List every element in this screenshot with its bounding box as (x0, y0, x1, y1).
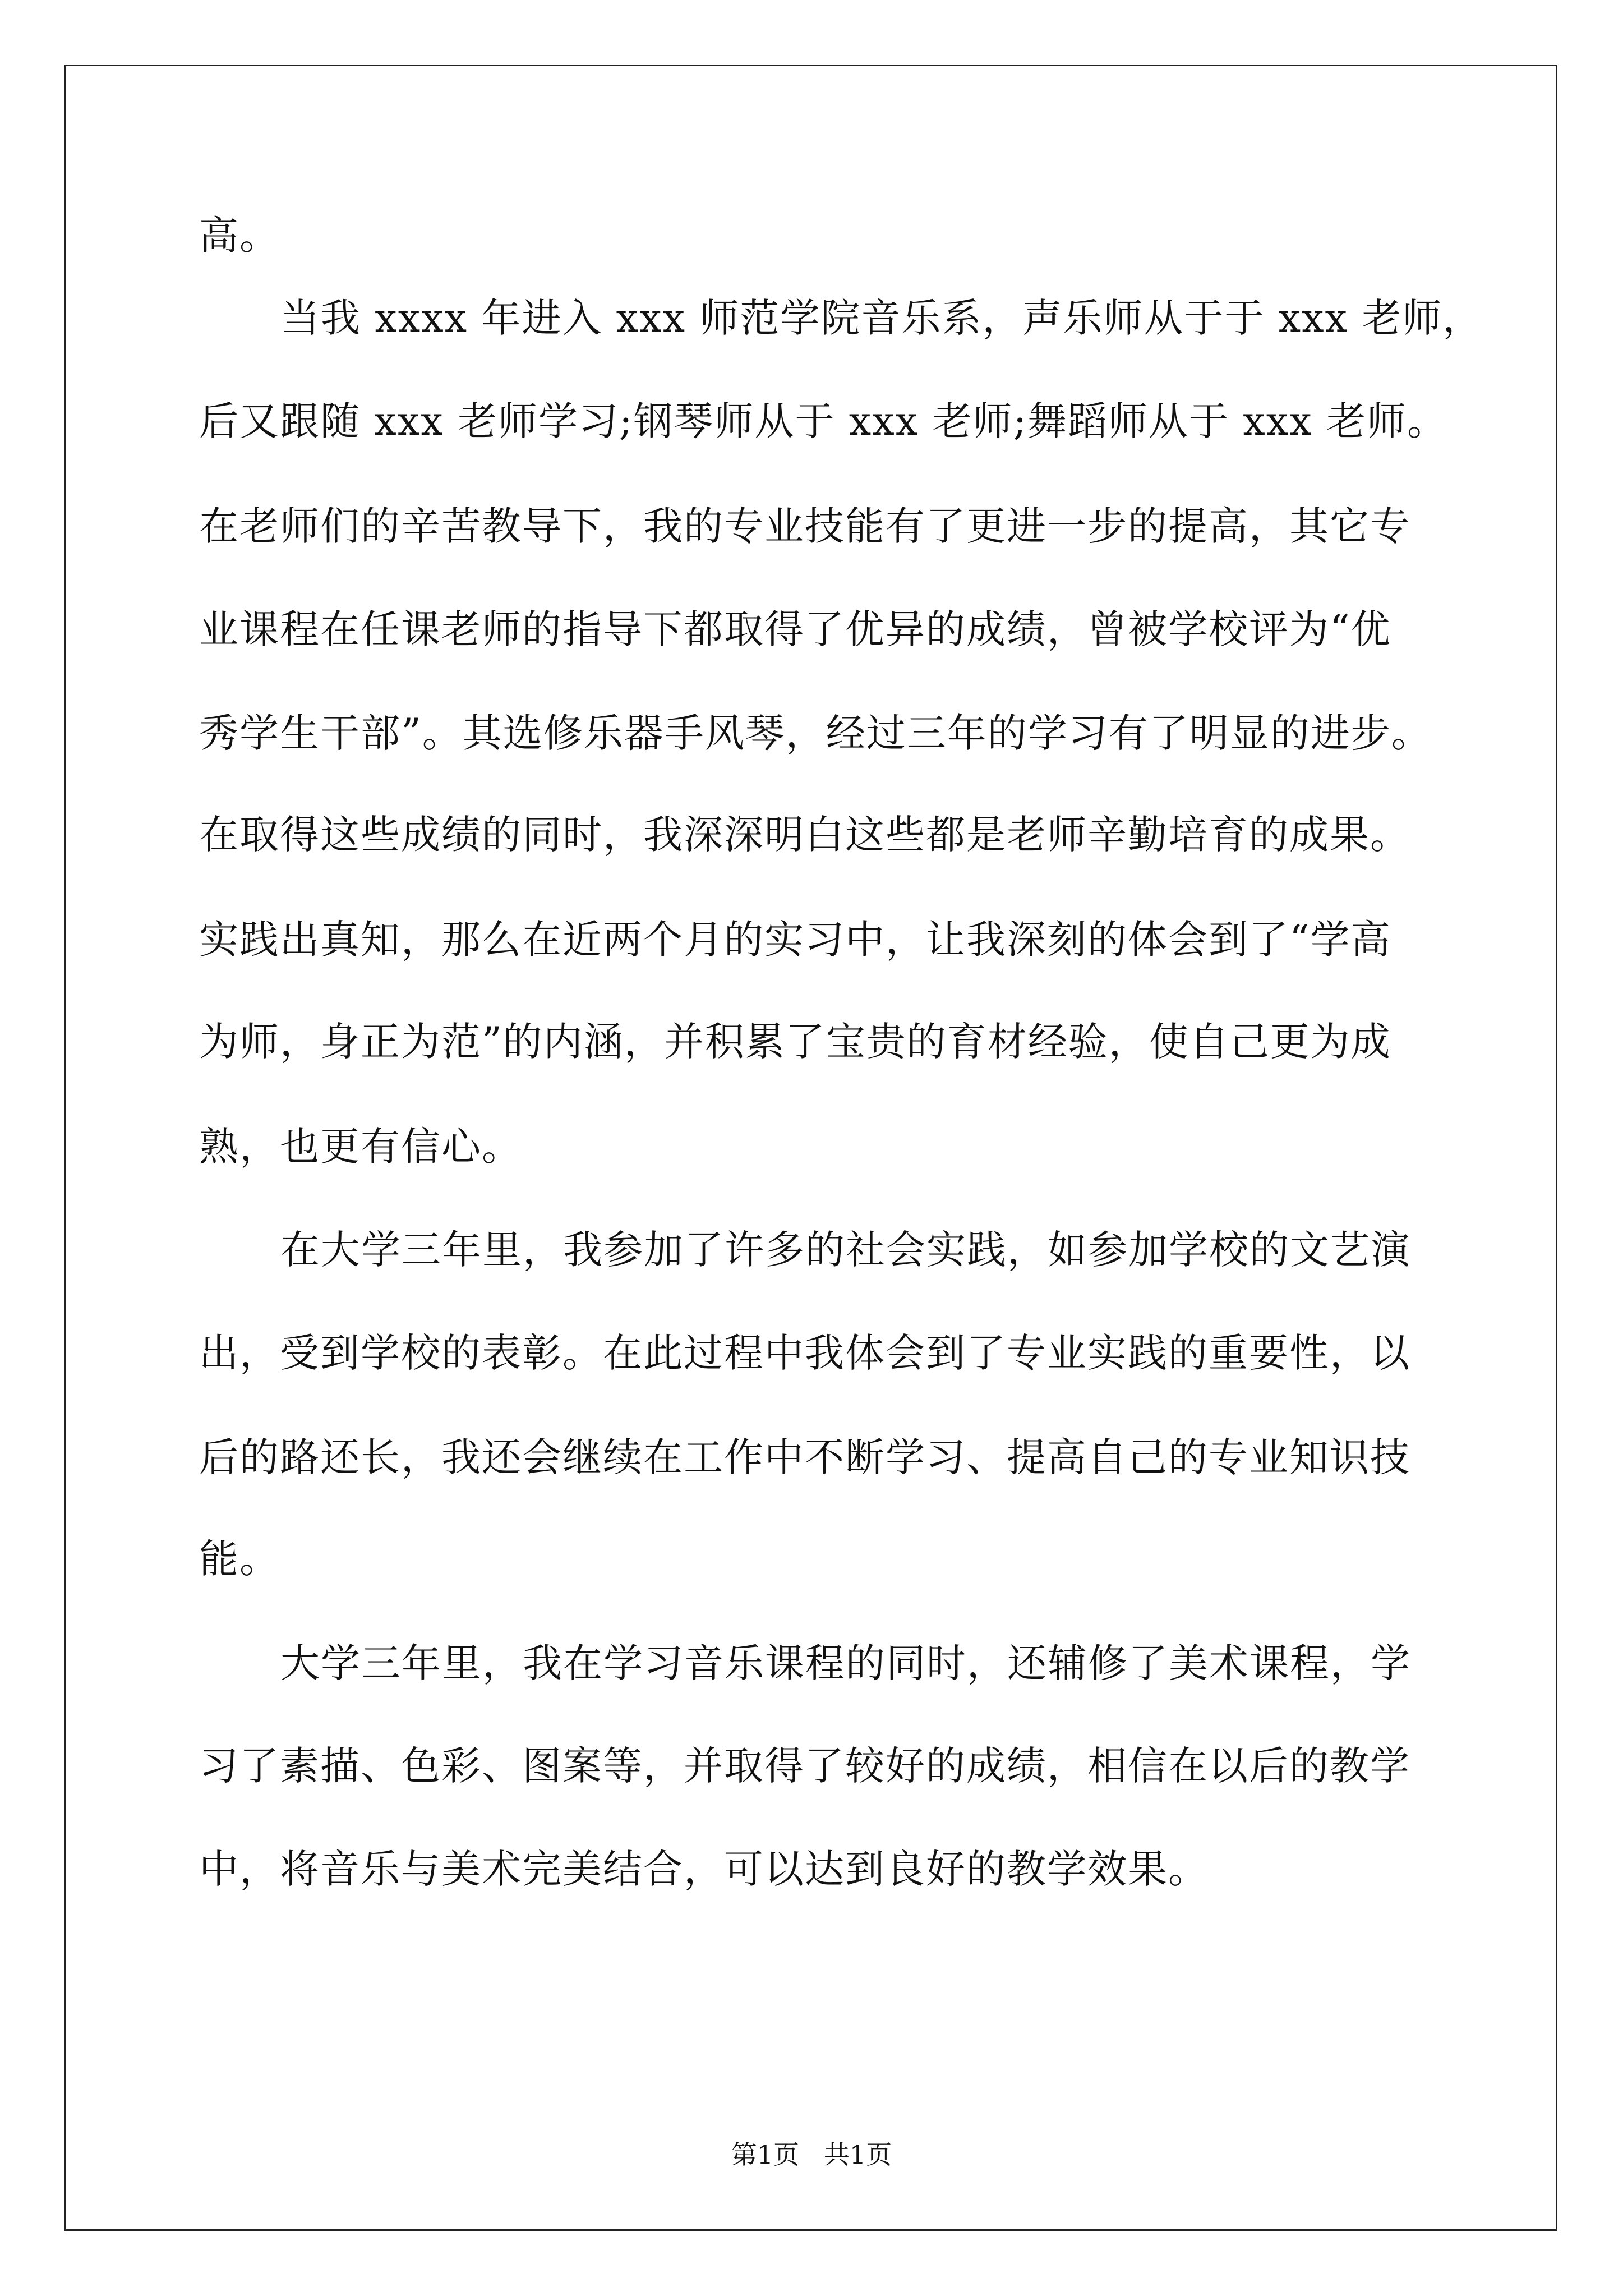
text-line: 中，将音乐与美术完美结合，可以达到良好的教学效果。 (199, 1846, 1209, 1892)
text-line: 习了素描、色彩、图案等，并取得了较好的成绩，相信在以后的教学 (199, 1743, 1410, 1789)
text-line: 出，受到学校的表彰。在此过程中我体会到了专业实践的重要性，以 (199, 1330, 1410, 1376)
text-line: 熟，也更有信心。 (199, 1124, 522, 1170)
text-line: 实践出真知，那么在近两个月的实习中，让我深刻的体会到了“学高 (199, 917, 1391, 963)
paragraph-start-line: 在大学三年里，我参加了许多的社会实践，如参加学校的文艺演 (280, 1227, 1411, 1273)
page-number-footer: 第1页 共1页 (731, 2139, 892, 2170)
paragraph-start-line: 当我 xxxx 年进入 xxx 师范学院音乐系，声乐师从于于 xxx 老师， (280, 295, 1483, 341)
text-line: 高。 (199, 213, 280, 259)
paragraph-start-line: 大学三年里，我在学习音乐课程的同时，还辅修了美术课程，学 (280, 1640, 1411, 1686)
text-line: 业课程在任课老师的指导下都取得了优异的成绩，曾被学校评为“优 (199, 606, 1391, 652)
text-line: 后又跟随 xxx 老师学习;钢琴师从于 xxx 老师;舞蹈师从于 xxx 老师。 (199, 398, 1447, 444)
text-line: 为师，身正为范”的内涵，并积累了宝贵的育材经验，使自己更为成 (199, 1019, 1391, 1065)
text-line: 后的路还长，我还会继续在工作中不断学习、提高自己的专业知识技 (199, 1434, 1410, 1480)
text-line: 在取得这些成绩的同时，我深深明白这些都是老师辛勤培育的成果。 (199, 812, 1410, 858)
text-line: 在老师们的辛苦教导下，我的专业技能有了更进一步的提高，其它专 (199, 503, 1410, 549)
text-line: 秀学生干部”。其选修乐器手风琴，经过三年的学习有了明显的进步。 (199, 710, 1432, 756)
text-line: 能。 (199, 1536, 280, 1582)
